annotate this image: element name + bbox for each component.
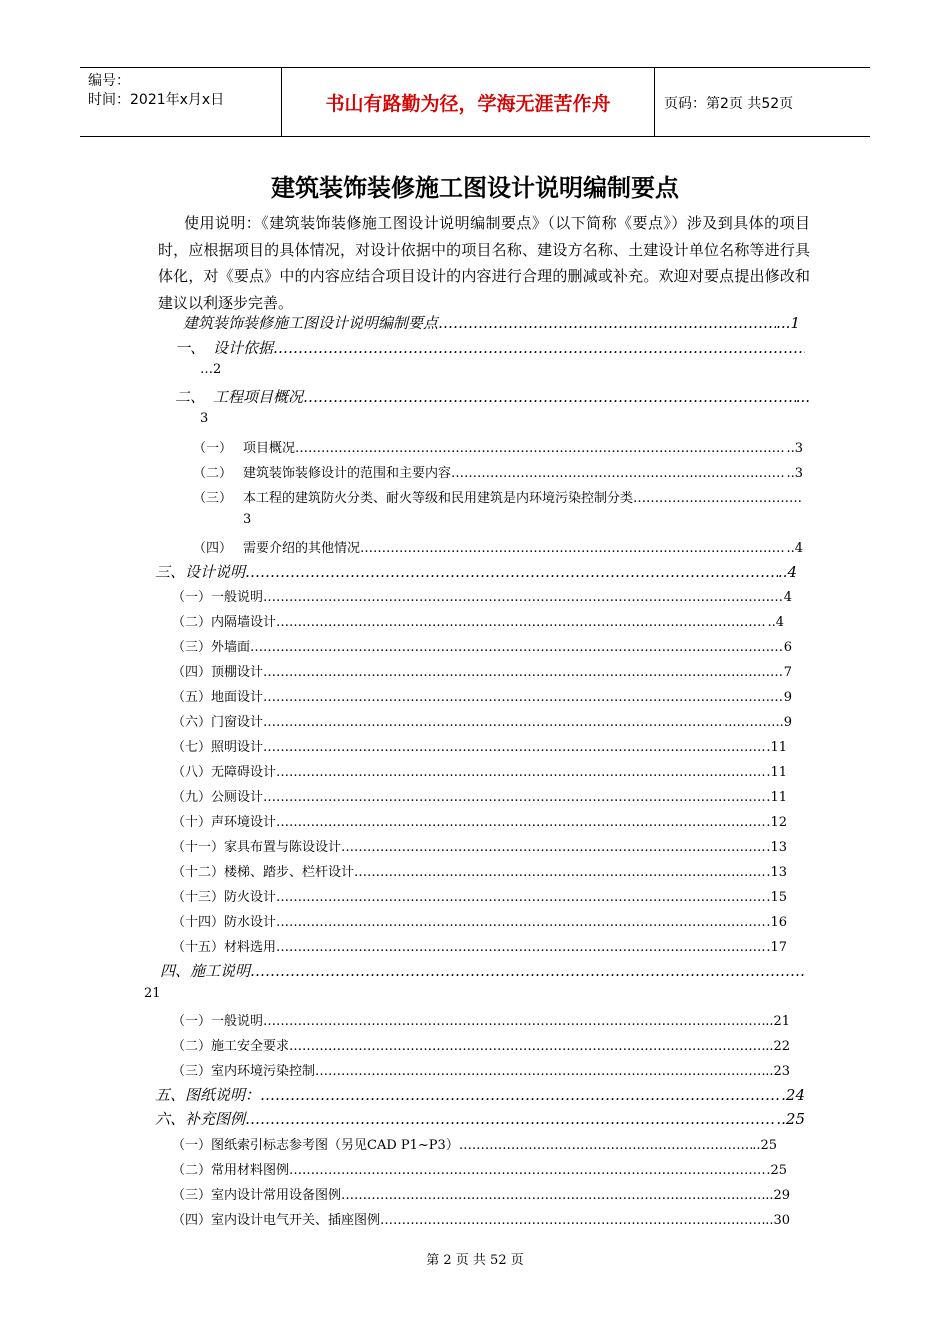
toc-entry-page: ..29 (765, 1188, 790, 1203)
toc-leader-dots (263, 590, 784, 605)
toc-entry-text: （三）外墙面 (172, 640, 251, 655)
toc-item[interactable] (172, 1134, 777, 1153)
toc-section-5[interactable] (155, 1084, 805, 1105)
toc-entry-text: （十五）材料选用 (172, 940, 277, 955)
toc-item[interactable] (172, 836, 787, 855)
toc-entry-page: .11 (766, 790, 787, 805)
toc-entry-text: （七）照明设计 (172, 740, 264, 755)
toc-leader-dots (354, 865, 766, 880)
toc-leader-dots (315, 1064, 765, 1079)
toc-entry-text: （五）地面设计 (172, 690, 264, 705)
intro-text: 使用说明：《建筑装饰装修施工图设计说明编制要点》（以下简称《要点》）涉及到具体的项目时，应根据项目的具体情况，对设计依据中的项目名称、建设方名称、土建设计单位名称等进行具体化，对《要点》中的内容应结合项目设计的内容进行合理的删减或补充。欢迎对要点提出修改和建议以利逐步完善。 (158, 214, 810, 312)
toc-section-4-page: 21 (144, 986, 161, 1001)
toc-entry-text: 工程项目概况 (213, 388, 304, 406)
toc-entry-page: ..4 (786, 541, 803, 556)
toc-item[interactable] (172, 886, 787, 905)
toc-item[interactable] (193, 437, 803, 456)
toc-entry-page: .25 (766, 1163, 787, 1178)
page-footer: 第 2 页 共 52 页 (426, 1253, 524, 1268)
toc-entry-page: .12 (766, 815, 787, 830)
toc-leader-dots (303, 388, 796, 406)
toc-entry-page: .13 (766, 865, 787, 880)
toc-entry-text: （九）公厕设计 (172, 790, 264, 805)
toc-leader-dots (260, 1086, 781, 1104)
toc-item[interactable] (172, 936, 787, 955)
doc-number-label: 编号： (88, 73, 130, 89)
toc-entry-page: 9 (783, 690, 792, 705)
toc-entry-page: ... (795, 388, 810, 406)
toc-item[interactable] (172, 736, 787, 755)
toc-section-1[interactable] (175, 337, 805, 358)
toc-entry-page: .16 (766, 915, 787, 930)
document-title: 建筑装饰装修施工图设计说明编制要点 (271, 174, 679, 202)
toc-item-number: （二） (193, 466, 233, 481)
toc-item[interactable] (172, 711, 792, 730)
toc-entry-page: .11 (766, 740, 787, 755)
toc-entry-page: 7 (783, 665, 792, 680)
toc-item[interactable] (172, 761, 787, 780)
toc-leader-dots (250, 962, 805, 980)
toc-leader-dots (451, 466, 786, 481)
toc-entry-page: .24 (781, 1086, 805, 1104)
toc-leader-dots (263, 715, 724, 730)
toc-leader-dots (459, 1138, 752, 1153)
toc-item[interactable] (172, 611, 784, 630)
toc-section-3[interactable] (155, 561, 797, 582)
toc-entry-text: （二）施工安全要求 (172, 1039, 290, 1054)
toc-entry-text: 六、补充图例 (155, 1110, 246, 1128)
toc-item[interactable] (172, 1209, 790, 1228)
toc-entry-text: （四）室内设计电气开关、插座图例 (172, 1213, 381, 1228)
toc-section-2[interactable] (175, 386, 810, 407)
toc-entry-page: ..3 (786, 466, 803, 481)
toc-entry-page: .17 (766, 940, 787, 955)
toc-entry-page: ..21 (765, 1014, 790, 1029)
toc-entry-page: ..23 (765, 1064, 790, 1079)
toc-leader-dots (295, 441, 786, 456)
toc-section-1-page: …2 (200, 362, 222, 377)
toc-entry-text: 四、施工说明 (160, 962, 251, 980)
toc-leader-dots (276, 890, 766, 905)
toc-item[interactable] (172, 811, 787, 830)
toc-leader-dots (263, 690, 784, 705)
toc-item-number: （一） (193, 441, 233, 456)
header-page-label: 页码：第2页 共52页 (664, 96, 794, 112)
toc-leader-dots (263, 790, 766, 805)
toc-section-number: 二、 (175, 388, 206, 406)
toc-section-6[interactable] (155, 1108, 805, 1129)
toc-entry-text: 建筑装饰装修设计的范围和主要内容 (243, 466, 452, 481)
toc-leader-dots (380, 1213, 765, 1228)
toc-item[interactable] (193, 487, 803, 506)
doc-time-label: 时间：2021年x月x日 (88, 92, 225, 108)
toc-entry-page: ..22 (765, 1039, 790, 1054)
toc-leader-dots (263, 1014, 765, 1029)
toc-entry-page: ..25 (752, 1138, 777, 1153)
toc-entry-page: 6 (783, 640, 792, 655)
toc-entry-page: .11 (766, 765, 787, 780)
toc-leader-dots (245, 563, 778, 581)
toc-entry-text: （十四）防水设计 (172, 915, 277, 930)
toc-entry-text: （一）图纸索引标志参考图（另见CAD P1~P3） (172, 1138, 459, 1153)
toc-entry-text: 需要介绍的其他情况 (243, 541, 361, 556)
toc-leader-dots (341, 840, 766, 855)
toc-item[interactable] (172, 1060, 790, 1079)
toc-item-wrapped-page: 3 (243, 512, 252, 527)
toc-entry-text: 建筑装饰装修施工图设计说明编制要点 (183, 314, 439, 332)
toc-entry-text: （一）一般说明 (172, 1014, 264, 1029)
toc-leader-dots (263, 740, 766, 755)
toc-entry-text: （六）门窗设计 (172, 715, 264, 730)
toc-section-number: 一、 (175, 339, 206, 357)
toc-entry-text: （三）室内环境污染控制 (172, 1064, 316, 1079)
toc-leader-dots (276, 765, 766, 780)
toc-item[interactable] (172, 1159, 787, 1178)
toc-entry-text: 三、设计说明 (155, 563, 246, 581)
toc-section-2-page: 3 (200, 411, 209, 426)
toc-leader-dots (263, 665, 784, 680)
toc-leader-dots (633, 491, 803, 506)
toc-entry-page: ...1 (776, 314, 800, 332)
toc-entry-text: （四）顶棚设计 (172, 665, 264, 680)
toc-entry-page: .13 (766, 840, 787, 855)
toc-entry-page: ..4 (767, 615, 784, 630)
toc-leader-dots (276, 615, 767, 630)
toc-leader-dots (276, 940, 766, 955)
toc-entry-text: （八）无障碍设计 (172, 765, 277, 780)
toc-entry-text: 设计依据 (213, 339, 274, 357)
header-motto: 书山有路勤为径，学海无涯苦作舟 (325, 92, 611, 115)
toc-entry-text: （二）内隔墙设计 (172, 615, 277, 630)
toc-leader-dots (438, 314, 776, 332)
toc-item[interactable] (193, 537, 803, 556)
toc-entry-text: （三）室内设计常用设备图例 (172, 1188, 342, 1203)
toc-leader-dots (289, 1039, 765, 1054)
toc-leader-dots (245, 1110, 776, 1128)
toc-item[interactable] (172, 636, 792, 655)
toc-item[interactable] (172, 586, 792, 605)
toc-entry-page: ..4 (777, 563, 797, 581)
toc-item-number: （三） (193, 491, 233, 506)
toc-item[interactable] (172, 786, 787, 805)
toc-item[interactable] (172, 1035, 790, 1054)
toc-entry-text: 本工程的建筑防火分类、耐火等级和民用建筑是内环境污染控制分类 (243, 491, 634, 506)
toc-entry-text: 项目概况 (243, 441, 296, 456)
toc-item[interactable] (172, 1010, 790, 1029)
toc-leader-dots (276, 915, 766, 930)
toc-leader-dots (250, 640, 784, 655)
toc-leader-dots (276, 815, 766, 830)
toc-item[interactable] (193, 462, 803, 481)
toc-item[interactable] (172, 1184, 790, 1203)
toc-leader-dots (289, 1163, 766, 1178)
toc-entry-page: ..30 (765, 1213, 790, 1228)
toc-item[interactable] (172, 686, 792, 705)
toc-entry-text: （十三）防火设计 (172, 890, 277, 905)
toc-leader-dots (341, 1188, 765, 1203)
toc-entry-text: （一）一般说明 (172, 590, 264, 605)
toc-entry-text: （二）常用材料图例 (172, 1163, 290, 1178)
toc-entry-page: 4 (783, 590, 792, 605)
toc-entry-text: （十）声环境设计 (172, 815, 277, 830)
toc-item[interactable] (172, 861, 787, 880)
toc-main-entry[interactable] (183, 312, 800, 333)
toc-section-4[interactable] (160, 960, 805, 981)
toc-entry-text: （十一）家具布置与陈设设计 (172, 840, 342, 855)
toc-leader-dots (273, 339, 805, 357)
toc-item-number: （四） (193, 541, 233, 556)
toc-item[interactable] (172, 911, 787, 930)
toc-entry-page: ..25 (776, 1110, 805, 1128)
toc-item[interactable] (172, 661, 792, 680)
toc-entry-text: （十二）楼梯、踏步、栏杆设计 (172, 865, 355, 880)
toc-entry-page: ..3 (786, 441, 803, 456)
toc-leader-dots (360, 541, 786, 556)
toc-entry-text: 五、图纸说明： (155, 1086, 261, 1104)
toc-entry-page: .15 (766, 890, 787, 905)
toc-entry-page: ...………..9 (724, 715, 792, 730)
